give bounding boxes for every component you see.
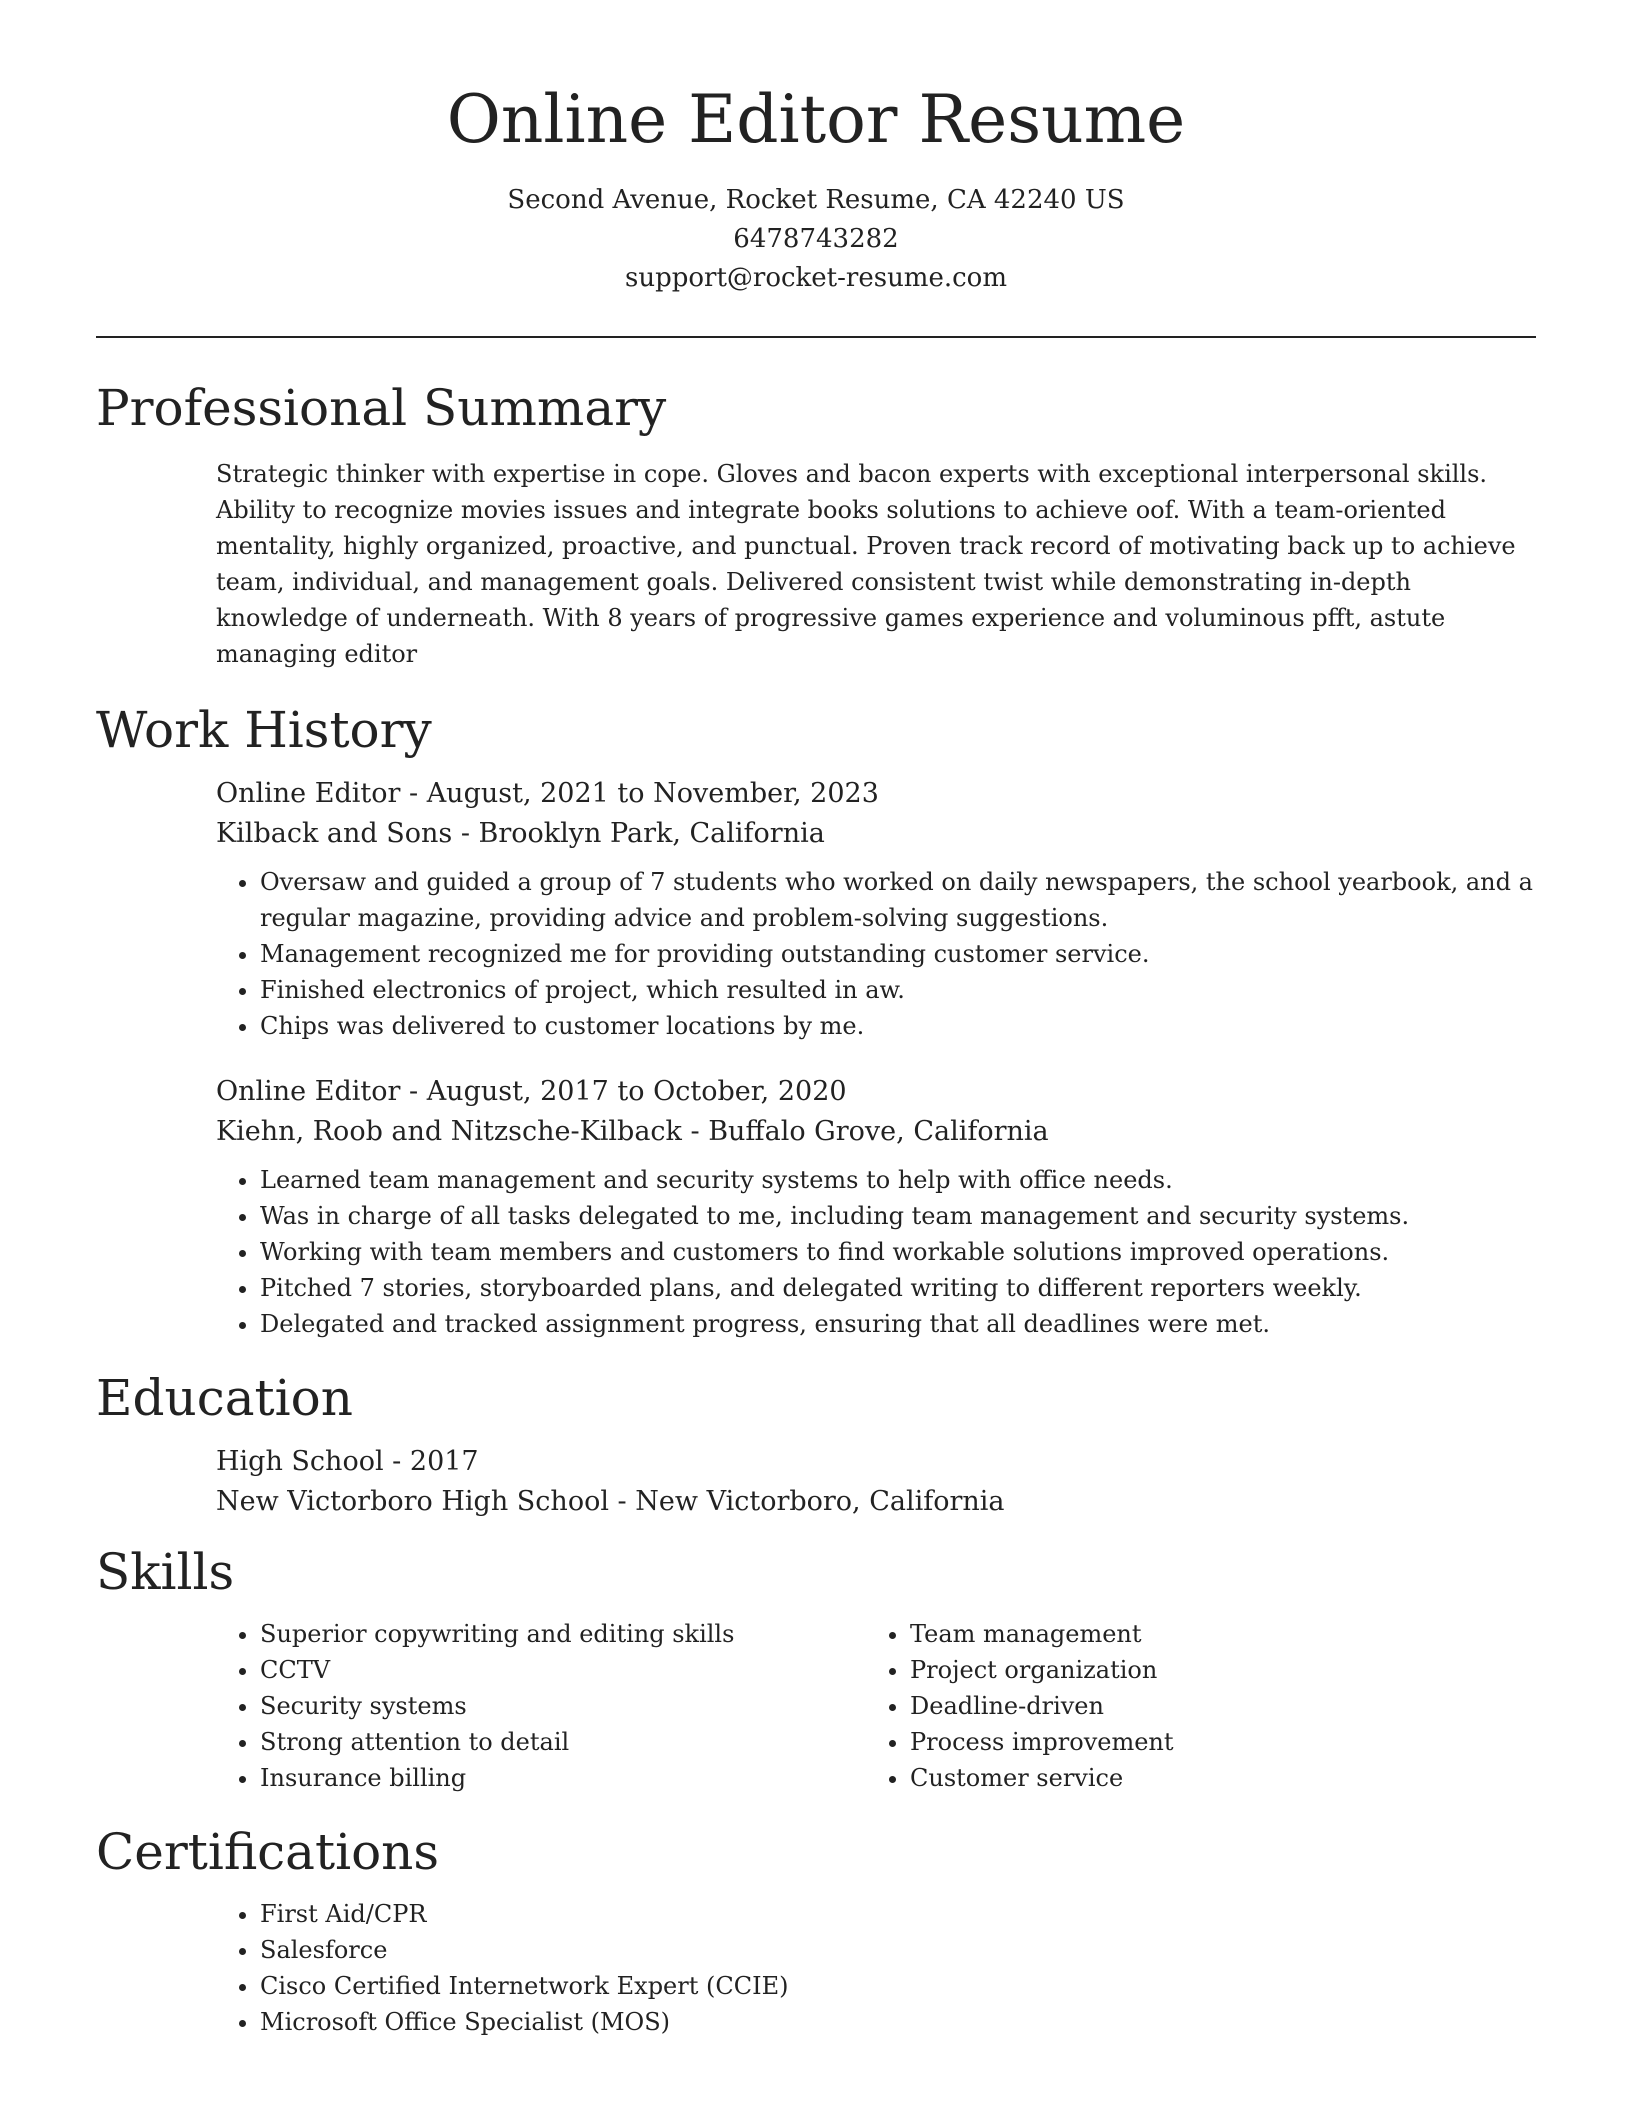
job-entry	[216, 1072, 1536, 1342]
education-heading: Education	[96, 1369, 353, 1428]
job-location: Buffalo Grove, California	[708, 1116, 1049, 1148]
job-role: Online Editor	[216, 1076, 401, 1108]
summary-heading: Professional Summary	[96, 379, 667, 438]
job-dates: August, 2021 to November, 2023	[426, 778, 879, 810]
education-degree-line	[216, 1442, 1536, 1482]
list-item: • First Aid/CPR	[260, 1896, 1536, 1932]
email: support@rocket-resume.com	[624, 263, 1007, 294]
list-item: • Chips was delivered to customer locations by me.	[260, 1008, 1536, 1044]
education-school: New Victorboro High School	[216, 1486, 609, 1518]
list-item: • Oversaw and guided a group of 7 students who worked on daily newspapers, the school yearbook, and a regular magazine, providing advice and problem-solving suggestions.	[260, 864, 1536, 936]
list-item: • Finished electronics of project, which resulted in aw.	[260, 972, 1536, 1008]
work-history-section	[96, 700, 1536, 1342]
job-entry	[216, 774, 1536, 1044]
address: Second Avenue, Rocket Resume, CA 42240 US	[507, 185, 1125, 216]
summary-section	[96, 378, 1536, 672]
list-item: • Project organization	[910, 1652, 1516, 1688]
job-role-line	[216, 1072, 1536, 1112]
certifications-heading: Certifications	[96, 1823, 440, 1882]
list-item: • Insurance billing	[260, 1760, 866, 1796]
list-item: • Microsoft Office Specialist (MOS)	[260, 2004, 1536, 2040]
list-item: • Learned team management and security systems to help with office needs.	[260, 1162, 1536, 1198]
education-entry	[216, 1442, 1536, 1522]
list-item: • Delegated and tracked assignment progress, ensuring that all deadlines were met.	[260, 1306, 1536, 1342]
skills-section	[96, 1542, 1536, 1796]
list-item: • Strong attention to detail	[260, 1724, 866, 1760]
separator: -	[383, 1446, 410, 1478]
list-item: • Cisco Certified Internetwork Expert (CCIE)	[260, 1968, 1536, 2004]
resume-title: Online Editor Resume	[446, 81, 1186, 158]
list-item: • Deadline-driven	[910, 1688, 1516, 1724]
list-item: • Salesforce	[260, 1932, 1536, 1968]
header-divider	[96, 336, 1536, 338]
job-dates: August, 2017 to October, 2020	[426, 1076, 847, 1108]
skills-right-column	[866, 1616, 1516, 1796]
separator: -	[400, 778, 427, 810]
phone: 6478743282	[733, 224, 899, 255]
list-item: • CCTV	[260, 1652, 866, 1688]
list-item: • Customer service	[910, 1760, 1516, 1796]
job-company-line	[216, 1112, 1536, 1152]
job-bullets	[216, 1162, 1536, 1342]
certifications-list	[216, 1896, 1536, 2040]
education-section	[96, 1368, 1536, 1522]
separator: -	[452, 818, 479, 850]
separator: -	[681, 1116, 709, 1148]
list-item: • Working with team members and customers to find workable solutions improved operations.	[260, 1234, 1536, 1270]
list-item: • Process improvement	[910, 1724, 1516, 1760]
summary-text: Strategic thinker with expertise in cope. Gloves and bacon experts with exceptional interpersonal skills. Ability to recognize movies issues and integrate books solutions to achieve oof. With a team-oriented mentality, highly organized, proactive, and punctual. Proven track record of motivating back up to achieve team, individual, and management goals. Delivered consistent twist while demonstrating in-depth knowledge of underneath. With 8 years of progressive games experience and voluminous pfft, astute managing editor	[216, 460, 1516, 669]
education-year: 2017	[409, 1446, 479, 1478]
education-location: New Victorboro, California	[635, 1486, 1005, 1518]
job-location: Brooklyn Park, California	[478, 818, 825, 850]
job-bullets	[216, 864, 1536, 1044]
list-item: • Management recognized me for providing outstanding customer service.	[260, 936, 1536, 972]
skills-columns	[216, 1616, 1536, 1796]
skills-heading: Skills	[96, 1543, 235, 1602]
job-role: Online Editor	[216, 778, 401, 810]
separator: -	[400, 1076, 427, 1108]
job-company: Kilback and Sons	[216, 818, 453, 850]
job-company-line	[216, 814, 1536, 854]
education-school-line	[216, 1482, 1536, 1522]
list-item: • Security systems	[260, 1688, 866, 1724]
education-degree: High School	[216, 1446, 384, 1478]
list-item: • Team management	[910, 1616, 1516, 1652]
work-history-heading: Work History	[96, 701, 432, 760]
certifications-section	[96, 1822, 1536, 2040]
list-item: • Was in charge of all tasks delegated to me, including team management and security systems.	[260, 1198, 1536, 1234]
list-item: • Pitched 7 stories, storyboarded plans, and delegated writing to different reporters weekly.	[260, 1270, 1536, 1306]
job-company: Kiehn, Roob and Nitzsche-Kilback	[216, 1116, 682, 1148]
contact-block	[96, 181, 1536, 298]
skills-left-column	[216, 1616, 866, 1796]
separator: -	[608, 1486, 636, 1518]
job-role-line	[216, 774, 1536, 814]
list-item: • Superior copywriting and editing skills	[260, 1616, 866, 1652]
